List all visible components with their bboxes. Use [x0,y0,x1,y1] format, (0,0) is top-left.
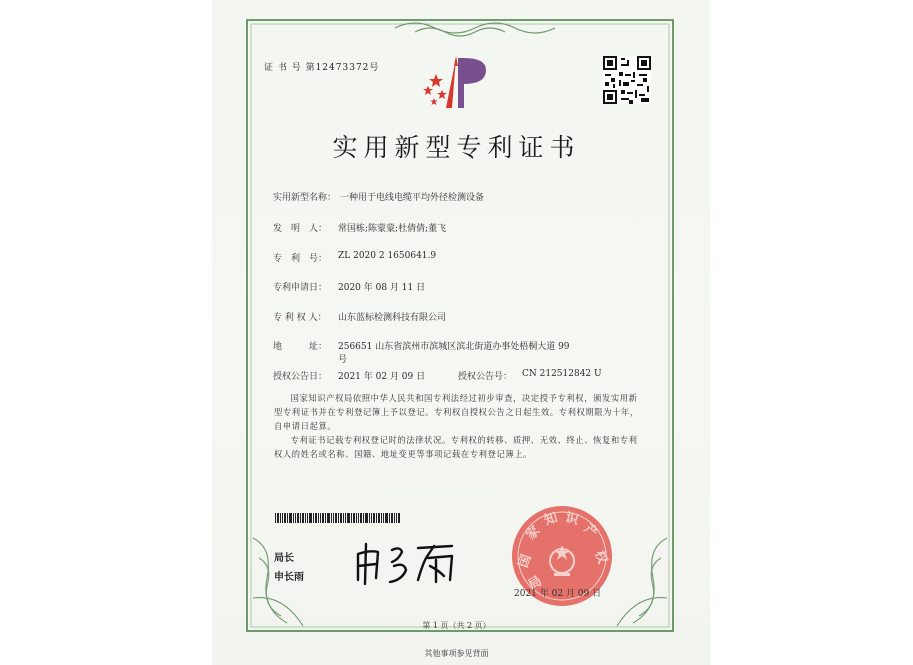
utility-name-label: 实用新型名称： [273,193,337,203]
address-value-line1: 256651 山东省滨州市滨城区滨北街道办事处梧桐大道 99 [338,342,570,352]
svg-text:局: 局 [525,573,545,594]
page-number: 第 1 页（共 2 页） [422,621,491,630]
grant-number-label: 授权公告号： [458,372,513,382]
director-title: 局长 [274,553,294,564]
patent-number-value: ZL 2020 2 1650641.9 [338,251,437,261]
patentee-label: 专 利 权 人： [273,313,327,323]
svg-text:国: 国 [516,552,535,570]
footer-note: 其他事项参见背面 [424,649,489,658]
address-value-line2: 号 [338,355,348,365]
patentee-value: 山东蓝标检测科技有限公司 [338,313,447,323]
utility-name-value: 一种用于电线电缆平均外径检测设备 [340,193,485,203]
barcode [275,513,400,523]
svg-text:识: 识 [563,510,581,529]
patent-office-logo [416,52,496,112]
qr-code [603,56,651,104]
grant-number-value: CN 212512842 U [522,369,602,379]
svg-text:家: 家 [523,523,544,544]
filing-date-label: 专利申请日： [273,283,328,293]
svg-text:权: 权 [591,548,610,566]
inventor-value: 常国栋;陈蒙蒙;杜倩倩;董飞 [338,224,447,234]
grant-statement-paragraph: 国家知识产权局依照中华人民共和国专利法经过初步审查，决定授予专利权，颁发实用新型专利证书并在专利登记簿上予以登记。专利权自授权公告之日起生效。专利权期限为十年，自申请日起算。 [274,393,639,431]
grant-date-label: 授权公告日： [273,372,328,382]
director-name: 申长雨 [274,572,304,583]
certificate-title: 实用新型专利证书 [332,133,581,162]
seal-date: 2021 年 02 月 09 日 [514,589,602,599]
filing-date-value: 2020 年 08 月 11 日 [338,283,426,293]
svg-text:知: 知 [542,510,560,529]
inventor-label: 发 明 人： [273,224,328,234]
svg-text:产: 产 [580,521,601,542]
director-signature [352,540,462,586]
legal-status-paragraph: 专利证书记载专利权登记时的法律状况。专利权的转移、质押、无效、终止、恢复和专利权人的姓名或名称、国籍、地址变更等事项记载在专利登记簿上。 [274,435,638,459]
certificate-number: 证 书 号 第12473372号 [264,63,380,73]
patent-number-label: 专 利 号： [273,254,328,264]
address-label: 地 址： [273,342,328,352]
grant-date-value: 2021 年 02 月 09 日 [338,372,426,382]
